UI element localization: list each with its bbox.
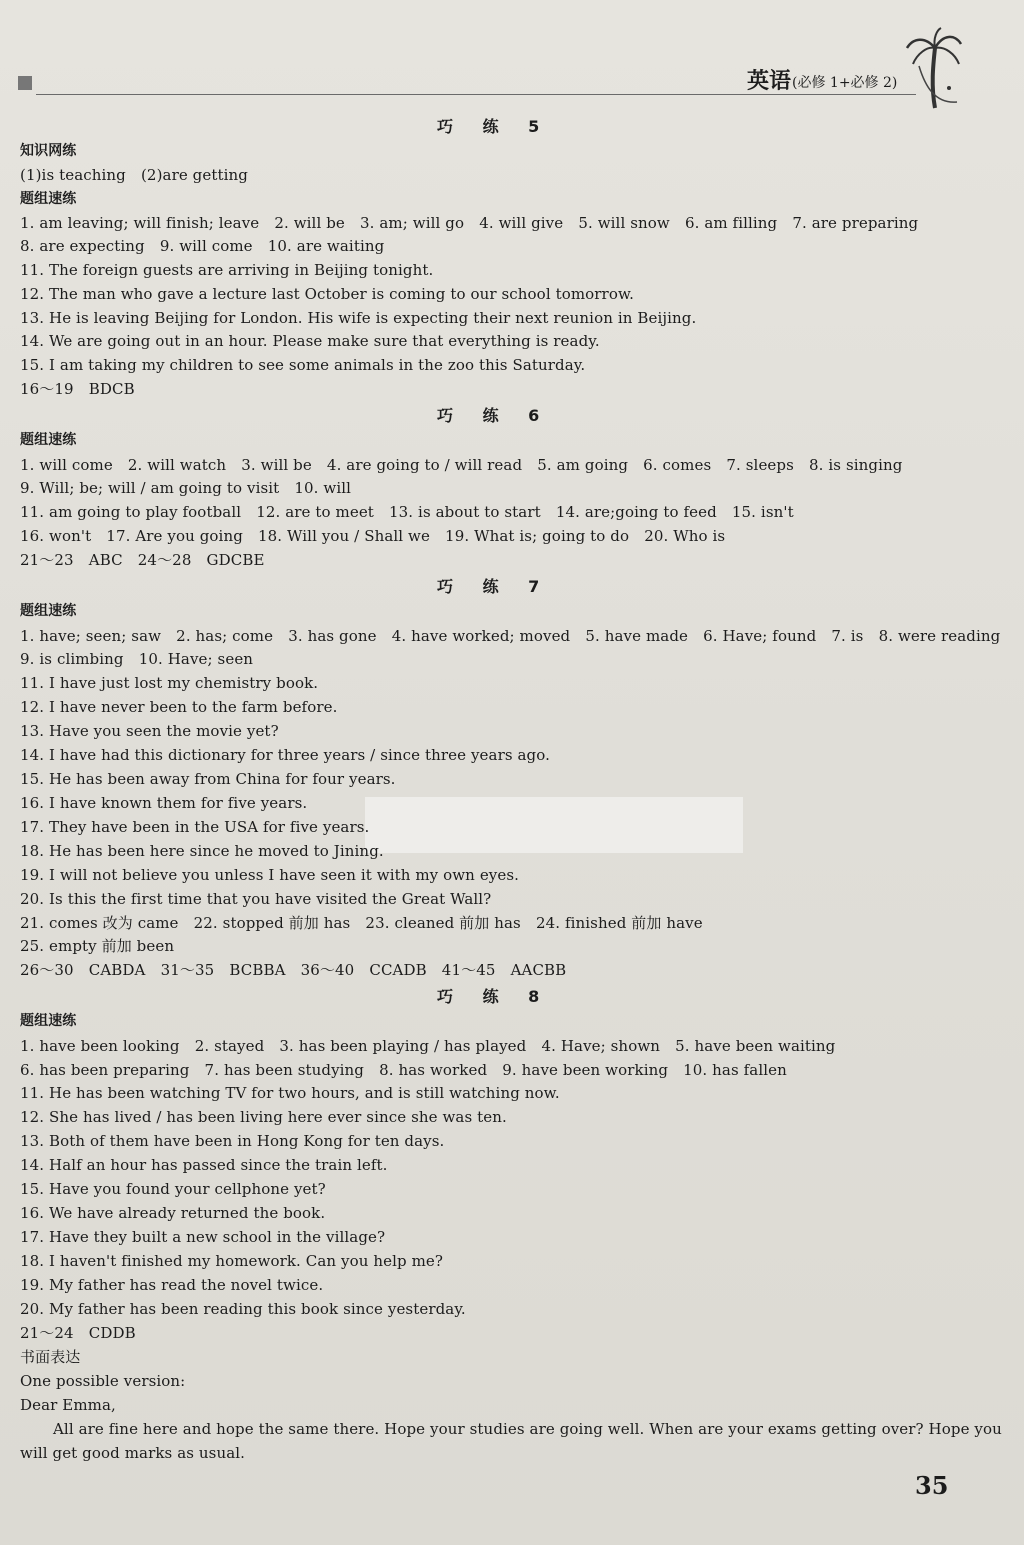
smudged-area [365, 797, 743, 853]
section-heading: 题组速练 [20, 432, 77, 448]
answer-line: 11. am going to play football 12. are to meet 13. is about to start 14. are;going to feed 15. isn't [20, 503, 794, 521]
answer-line: 20. My father has been reading this book since yesterday. [20, 1300, 466, 1318]
section-title-7: 巧 练 7 [437, 577, 552, 596]
section-heading: 题组速练 [20, 1013, 77, 1029]
answer-line: 25. empty 前加 been [20, 937, 175, 955]
corner-marker [18, 76, 32, 90]
answer-line: 8. are expecting 9. will come 10. are waiting [20, 237, 385, 255]
answer-line: 15. I am taking my children to see some animals in the zoo this Saturday. [20, 356, 586, 374]
answer-line: 12. I have never been to the farm before. [20, 698, 338, 716]
section-heading: 题组速练 [20, 191, 77, 207]
answer-line: will get good marks as usual. [20, 1444, 246, 1462]
subject-title: 英语 [747, 68, 792, 94]
answer-line: 13. Both of them have been in Hong Kong for ten days. [20, 1132, 445, 1150]
answer-line: 9. Will; be; will / am going to visit 10. will [20, 479, 352, 497]
answer-line: 1. have been looking 2. stayed 3. has been playing / has played 4. Have; shown 5. have been waiting [20, 1037, 836, 1055]
answer-line: 1. am leaving; will finish; leave 2. will be 3. am; will go 4. will give 5. will snow 6. am filling 7. are preparing [20, 214, 919, 232]
section-title-6: 巧 练 6 [437, 406, 552, 425]
section-title-5: 巧 练 5 [437, 117, 552, 136]
answer-line: 26～30 CABDA 31～35 BCBBA 36～40 CCADB 41～45 AACBB [20, 961, 567, 979]
section-heading: 知识网练 [20, 143, 77, 159]
answer-line: 16. won't 17. Are you going 18. Will you / Shall we 19. What is; going to do 20. Who is [20, 527, 726, 545]
answer-line: 18. He has been here since he moved to Jining. [20, 842, 384, 860]
answer-line: 6. has been preparing 7. has been studying 8. has worked 9. have been working 10. has fallen [20, 1061, 787, 1079]
answer-line: 16. I have known them for five years. [20, 794, 308, 812]
answer-line: 15. Have you found your cellphone yet? [20, 1180, 326, 1198]
answer-line: Dear Emma, [20, 1396, 116, 1414]
answer-line: 11. The foreign guests are arriving in Beijing tonight. [20, 261, 434, 279]
answer-line: 15. He has been away from China for four years. [20, 770, 396, 788]
subject-subtitle: (必修 1+必修 2) [792, 75, 898, 91]
answer-line: 19. I will not believe you unless I have seen it with my own eyes. [20, 866, 520, 884]
section-heading: 书面表达 [20, 1348, 81, 1366]
answer-line: 1. have; seen; saw 2. has; come 3. has gone 4. have worked; moved 5. have made 6. Have; found 7. is 8. were reading [20, 627, 1001, 645]
section-title-8: 巧 练 8 [437, 987, 552, 1006]
answer-line: 17. Have they built a new school in the village? [20, 1228, 386, 1246]
answer-line: 16. We have already returned the book. [20, 1204, 326, 1222]
answer-line: 18. I haven't finished my homework. Can you help me? [20, 1252, 444, 1270]
section-heading: 题组速练 [20, 603, 77, 619]
answer-line: 19. My father has read the novel twice. [20, 1276, 324, 1294]
answer-line: 17. They have been in the USA for five years. [20, 818, 370, 836]
answer-line: 1. will come 2. will watch 3. will be 4. are going to / will read 5. am going 6. comes 7. sleeps 8. is singing [20, 456, 903, 474]
answer-line: 13. He is leaving Beijing for London. His wife is expecting their next reunion in Beijing. [20, 309, 697, 327]
answer-line: 14. Half an hour has passed since the train left. [20, 1156, 388, 1174]
answer-line: 11. He has been watching TV for two hours, and is still watching now. [20, 1084, 560, 1102]
answer-line: (1)is teaching (2)are getting [20, 166, 248, 184]
answer-line: 16～19 BDCB [20, 380, 135, 398]
answer-line: One possible version: [20, 1372, 186, 1390]
answer-line: 14. We are going out in an hour. Please make sure that everything is ready. [20, 332, 600, 350]
answer-line: 21. comes 改为 came 22. stopped 前加 has 23. cleaned 前加 has 24. finished 前加 have [20, 914, 703, 932]
answer-line: All are fine here and hope the same there. Hope your studies are going well. When are your exams getting over? Hope you [53, 1420, 1002, 1438]
answer-line: 21～24 CDDB [20, 1324, 136, 1342]
answer-line: 13. Have you seen the movie yet? [20, 722, 279, 740]
answer-line: 11. I have just lost my chemistry book. [20, 674, 319, 692]
answer-line: 14. I have had this dictionary for three years / since three years ago. [20, 746, 550, 764]
answer-line: 12. The man who gave a lecture last October is coming to our school tomorrow. [20, 285, 634, 303]
page-number: 35 [915, 1471, 949, 1500]
answer-line: 20. Is this the first time that you have visited the Great Wall? [20, 890, 492, 908]
answer-line: 12. She has lived / has been living here ever since she was ten. [20, 1108, 507, 1126]
answer-line: 9. is climbing 10. Have; seen [20, 650, 254, 668]
answer-line: 21～23 ABC 24～28 GDCBE [20, 551, 265, 569]
palm-tree-icon [905, 26, 963, 110]
